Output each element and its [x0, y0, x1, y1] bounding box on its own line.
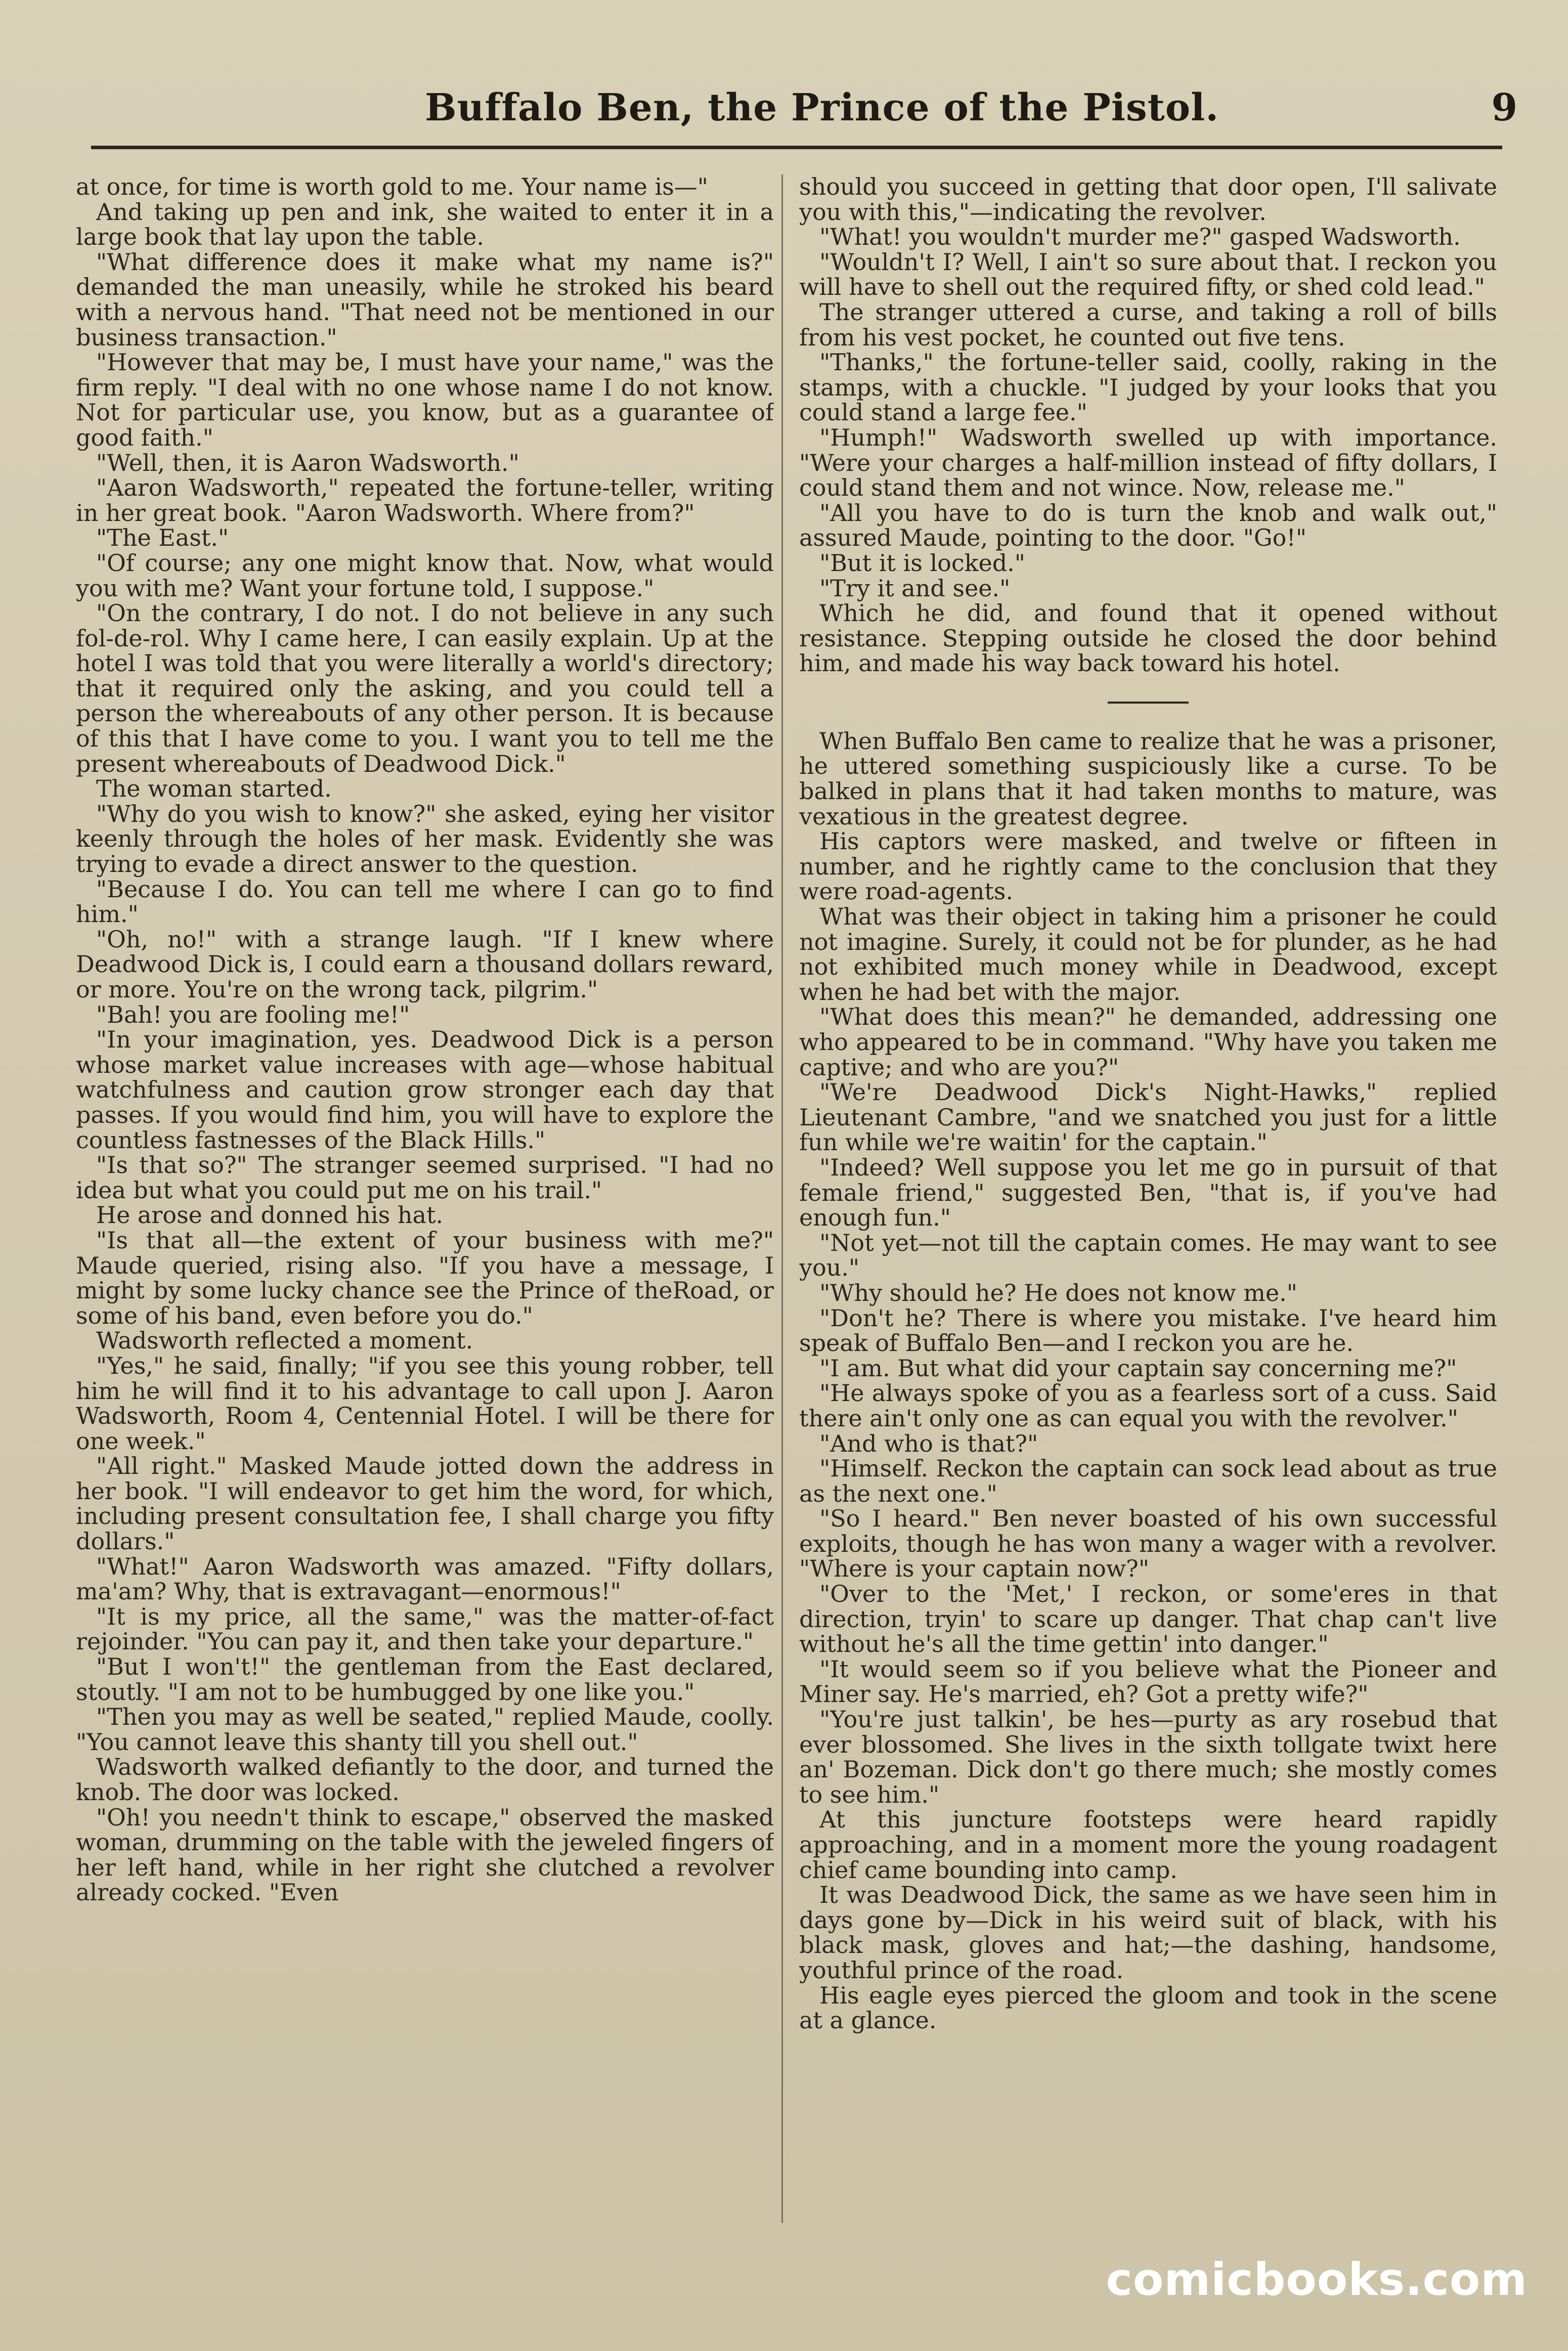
paragraph: His captors were masked, and twelve or fifteen in number, and he rightly came to the conclusion that they were road-agents.	[799, 828, 1497, 905]
left-column	[76, 175, 774, 2223]
paragraph: The woman started.	[96, 775, 332, 803]
paragraph: "Don't he? There is where you mistake. I've heard him speak of Buffalo Ben—and I reckon you are he.	[799, 1304, 1497, 1357]
section-break-rule	[1108, 702, 1189, 704]
paragraph: "What difference does it make what my name is?" demanded the man uneasily, while he stroked his beard with a nervous hand. "That need not be mentioned in our business transaction."	[76, 248, 774, 351]
paragraph: "Thanks," the fortune-teller said, coolly, raking in the stamps, with a chuckle. "I judged by your looks that you could stand a large fee."	[799, 349, 1497, 426]
paragraph: "Oh, no!" with a strange laugh. "If I knew where Deadwood Dick is, I could earn a thousand dollars reward, or more. You're on the wrong tack, pilgrim."	[76, 925, 774, 1003]
paragraph: "Not yet—not till the captain comes. He may want to see you."	[799, 1229, 1497, 1282]
paragraph: Wadsworth reflected a moment.	[96, 1327, 473, 1355]
paragraph: "Try it and see."	[819, 574, 1011, 602]
paragraph: "All right." Masked Maude jotted down the address in her book. "I will endeavor to get him the word, for which, including present consultation fee, I shall charge you fifty dollars."	[76, 1452, 774, 1555]
paragraph: "What!" Aaron Wadsworth was amazed. "Fifty dollars, ma'am? Why, that is extravagant—enormous!"	[76, 1552, 774, 1605]
paragraph: "Aaron Wadsworth," repeated the fortune-teller, writing in her great book. "Aaron Wadsworth. Where from?"	[76, 474, 774, 527]
paragraph: What was their object in taking him a prisoner he could not imagine. Surely, it could not be for plunder, as he had not exhibited much money while in Deadwood, except when he had bet with the major.	[799, 903, 1497, 1006]
running-title: Buffalo Ben, the Prince of the Pistol.	[425, 86, 1219, 129]
paragraph: "The East."	[96, 524, 229, 552]
paragraph: When Buffalo Ben came to realize that he was a prisoner, he uttered something suspiciously like a curse. To be balked in plans that it had taken months to mature, was vexatious in the greatest degree.	[799, 727, 1497, 830]
header-rule	[91, 146, 1502, 149]
paragraph: "However that may be, I must have your name," was the firm reply. "I deal with no one whose name I do not know. Not for particular use, you know, but as a guarantee of good faith."	[76, 349, 774, 451]
paragraph: "And who is that?"	[819, 1429, 1038, 1457]
paragraph: At this juncture footsteps were heard rapidly approaching, and in a moment more the young roadagent chief came bounding into camp.	[799, 1806, 1497, 1884]
paragraph: "It is my price, all the same," was the matter-of-fact rejoinder. "You can pay it, and then take your departure."	[76, 1602, 774, 1656]
paragraph: "Then you may as well be seated," replied Maude, coolly. "You cannot leave this shanty till you shell out."	[76, 1703, 774, 1756]
paragraph: "You're just talkin', be hes—purty as ary rosebud that ever blossomed. She lives in the sixth tollgate twixt here an' Bozeman. Dick don't go there much; she mostly comes to see him."	[799, 1706, 1497, 1808]
paragraph: "Yes," he said, finally; "if you see this young robber, tell him he will find it to his advantage to call upon J. Aaron Wadsworth, Room 4, Centennial Hotel. I will be there for one week."	[76, 1352, 774, 1455]
paragraph: "Himself. Reckon the captain can sock lead about as true as the next one."	[799, 1455, 1497, 1507]
paragraph: "Is that all—the extent of your business with me?" Maude queried, rising also. "If you have a message, I might by some lucky chance see the Prince of theRoad, or some of his band, even before you do."	[76, 1226, 774, 1329]
paragraph: "But I won't!" the gentleman from the East declared, stoutly. "I am not to be humbugged by one like you."	[76, 1653, 774, 1706]
paragraph: "In your imagination, yes. Deadwood Dick is a person whose market value increases with age—whose habitual watchfulness and caution grow stronger each day that passes. If you would find him, you will have to explore the countless fastnesses of the Black Hills."	[76, 1026, 774, 1154]
paragraph: "It would seem so if you believe what the Pioneer and Miner say. He's married, eh? Got a pretty wife?"	[799, 1655, 1497, 1708]
paragraph: "What! you wouldn't murder me?" gasped Wadsworth.	[819, 223, 1461, 251]
paragraph: "But it is locked."	[819, 549, 1025, 577]
page-number: 9	[1491, 86, 1517, 129]
paragraph: "I am. But what did your captain say concerning me?"	[819, 1354, 1457, 1382]
paragraph: should you succeed in getting that door open, I'll salivate you with this,"—indicating the revolver.	[799, 175, 1497, 226]
watermark: comicbooks.com	[1106, 2253, 1528, 2305]
paragraph: "Indeed? Well suppose you let me go in pursuit of that female friend," suggested Ben, "that is, if you've had enough fun."	[799, 1153, 1497, 1232]
paragraph: "Because I do. You can tell me where I can go to find him."	[76, 875, 774, 928]
paragraph: It was Deadwood Dick, the same as we have seen him in days gone by—Dick in his weird suit of black, with his black mask, gloves and hat;—the dashing, handsome, youthful prince of the road.	[799, 1881, 1497, 1984]
paragraph: "Well, then, it is Aaron Wadsworth."	[96, 449, 519, 476]
paragraph: "Over to the 'Met,' I reckon, or some'eres in that direction, tryin' to scare up danger. That chap can't live without he's all the time gettin' into danger."	[799, 1580, 1497, 1658]
paragraph: Which he did, and found that it opened without resistance. Stepping outside he closed the door behind him, and made his way back toward his hotel.	[799, 599, 1497, 677]
paragraph: Wadsworth walked defiantly to the door, and turned the knob. The door was locked.	[76, 1753, 774, 1806]
paragraph: "Of course; any one might know that. Now, what would you with me? Want your fortune told, I suppose."	[76, 549, 774, 602]
paragraph: His eagle eyes pierced the gloom and took in the scene at a glance.	[799, 1981, 1497, 2034]
paragraph: "Oh! you needn't think to escape," observed the masked woman, drumming on the table with the jeweled fingers of her left hand, while in her right she clutched a revolver already cocked. "Even	[76, 1803, 774, 1906]
paragraph: "Why do you wish to know?" she asked, eying her visitor keenly through the holes of her mask. Evidently she was trying to evade a direct answer to the question.	[76, 800, 774, 878]
column-divider	[781, 175, 783, 2223]
paragraph: "We're Deadwood Dick's Night-Hawks," replied Lieutenant Cambre, "and we snatched you just for a little fun while we're waitin' for the captain."	[799, 1078, 1497, 1156]
paragraph: "Wouldn't I? Well, I ain't so sure about that. I reckon you will have to shell out the required fifty, or shed cold lead."	[799, 248, 1497, 301]
paragraph: at once, for time is worth gold to me. Your name is—"	[76, 175, 708, 200]
right-column	[799, 175, 1497, 2223]
paragraph: "What does this mean?" he demanded, addressing one who appeared to be in command. "Why have you taken me captive; and who are you?"	[799, 1003, 1497, 1081]
paragraph: "On the contrary, I do not. I do not believe in any such fol-de-rol. Why I came here, I can easily explain. Up at the hotel I was told that you were literally a world's directory; that it required only the asking, and you could tell a person the whereabouts of any other person. It is because of this that I have come to you. I want you to tell me the present whereabouts of Deadwood Dick."	[76, 599, 774, 777]
paragraph: The stranger uttered a curse, and taking a roll of bills from his vest pocket, he counted out five tens.	[799, 298, 1497, 351]
paragraph: "All you have to do is turn the knob and walk out," assured Maude, pointing to the door. "Go!"	[799, 499, 1497, 552]
paragraph: "Is that so?" The stranger seemed surprised. "I had no idea but what you could put me on his trail."	[76, 1151, 774, 1204]
paragraph: "Why should he? He does not know me."	[819, 1279, 1297, 1307]
paragraph: "Bah! you are fooling me!"	[96, 1000, 410, 1028]
paragraph: He arose and donned his hat.	[96, 1201, 444, 1229]
paragraph: "So I heard." Ben never boasted of his own successful exploits, though he has won many a wager with a revolver. "Where is your captain now?"	[799, 1505, 1497, 1583]
page-header	[76, 81, 1528, 137]
paragraph: "Humph!" Wadsworth swelled up with importance. "Were your charges a half-million instead of fifty dollars, I could stand them and not wince. Now, release me."	[799, 423, 1497, 502]
paragraph: And taking up pen and ink, she waited to enter it in a large book that lay upon the table.	[76, 198, 774, 251]
paragraph: "He always spoke of you as a fearless sort of a cuss. Said there ain't only one as can equal you with the revolver."	[799, 1379, 1497, 1432]
